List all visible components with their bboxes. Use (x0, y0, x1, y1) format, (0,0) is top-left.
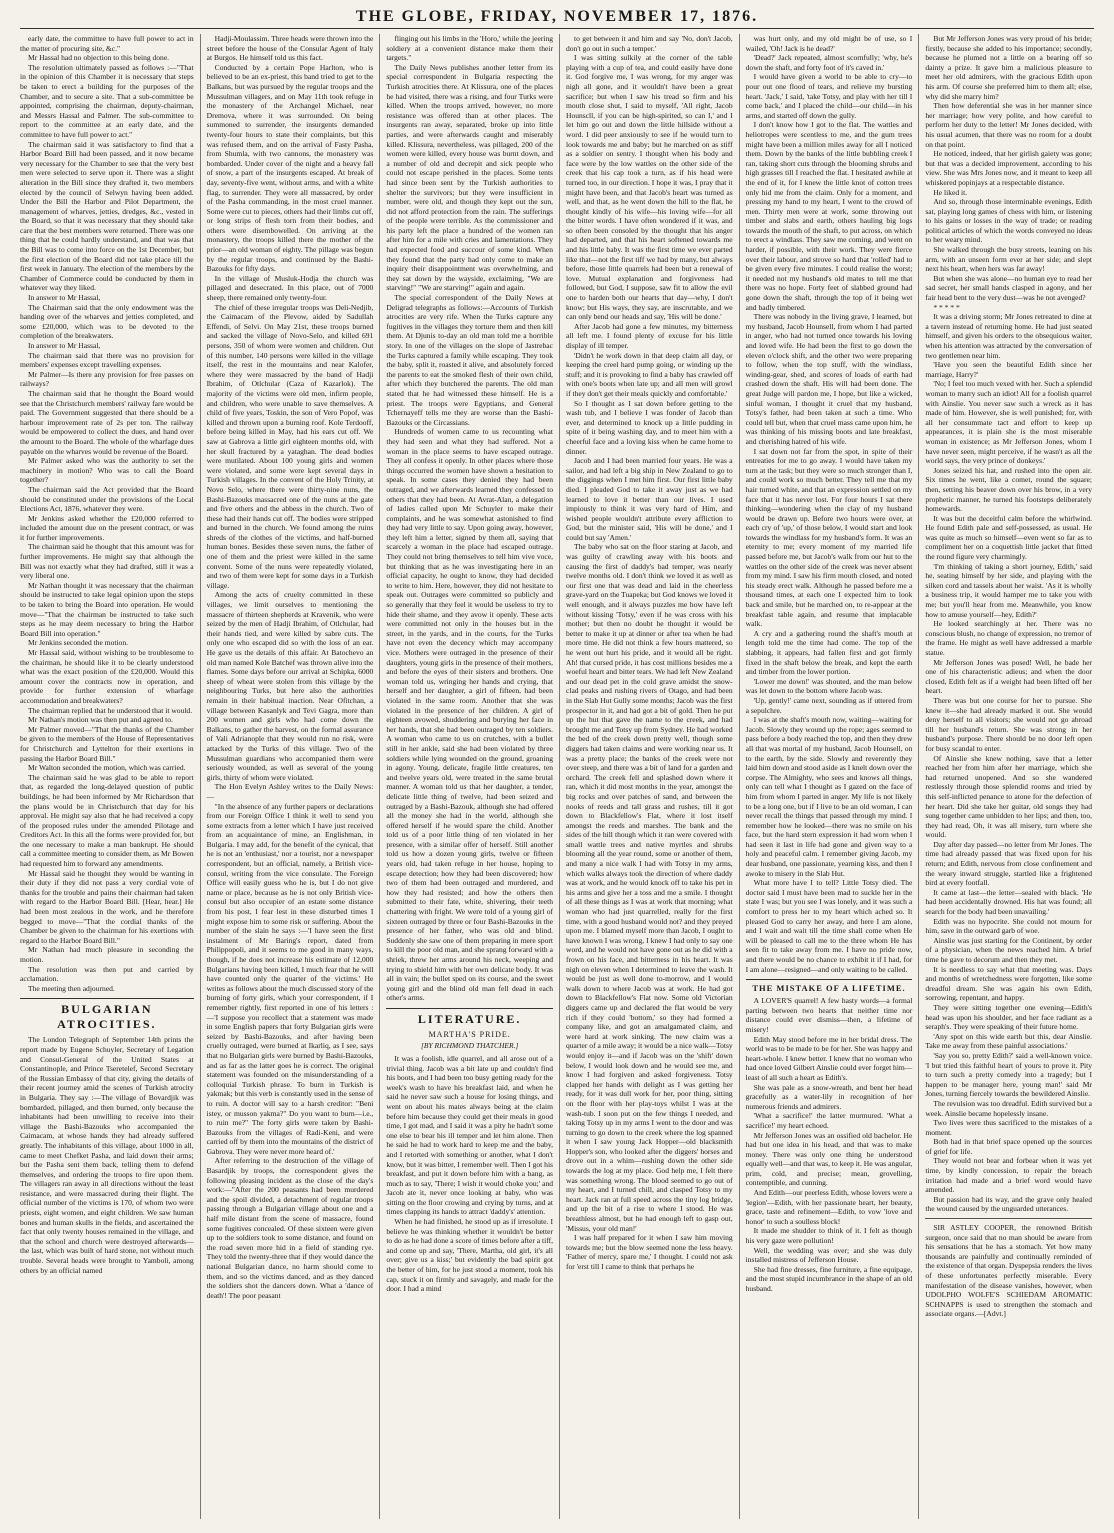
col1-section-paras (20, 1035, 194, 1275)
paragraph: It is needless to say what that meeting was. Days and months of wretchedness were forgotten, like some dreadful dream. She was again his own Edith, sorrowing, repentant, and happy. (925, 964, 1092, 1003)
paragraph: Mr Jefferson Jones was an ossified old bachelor. He had but one idea in his head, and that was to make money. There was only one thing he understood equally well—and that was, to keep it. He was angular, prim, cold, and precise; mean, grovelling, contemptible, and cunning. (745, 1130, 913, 1188)
paragraph: Mr Hassal had no objection to this being done. (28, 53, 170, 63)
paragraph: Mr Nathan thought it was necessary that the chairman should be instructed to take legal opinion upon the steps to be taken to bring the Board into operation. He would move—"That the chairman be instructed to take such steps as he may deem necessary to bring the Harbor Board Bill into operation." (20, 580, 194, 638)
paragraph: Ainslie was just starting for the Continent, by order of a physician, when the news reached him. A brief time he gave to decorum and then they met. (925, 935, 1092, 964)
paragraph: Two lives were thus sacrificed to the mistakes of a moment. (925, 1118, 1092, 1137)
paragraph: The chairman said that he thought the Board would see that the Christchurch members' railway fare would be paid. The Government suggested that there should be a harbour improvement rate of 2s per ton. The railway would be empowered to collect the dues, and hand over the amount to the Board. The whole of the wharfage dues payable on the wharves would be revenue of the Board. (20, 388, 194, 456)
paragraph: Both had in that brief space opened up the sources of grief for life. (925, 1137, 1092, 1156)
paragraph: Mr Palmer moved—"That the thanks of the Chamber be given to the members of the House of Representatives for Christchurch and Lyttelton for their exertions in passing the Harbor Board Bill." (20, 724, 194, 763)
paragraph: The chairman said the Act provided that the Board should be constituted under the provisions of the Local Elections Act, 1876, whatever they were. (20, 484, 194, 514)
paragraph: A LOVER'S quarrel! A few hasty words—a formal parting between two hearts that neither time nor distance could ever dismiss—then, a lifetime of misery! (745, 996, 913, 1034)
col2-paras (207, 34, 374, 1300)
paragraph: The London Telegraph of September 14th prints the report made by Eugene Schuyler, Secretary of Legation and Consul-General of the United States at Constantinople, and Prince Tseretelef, Second Secretary of the Russian Embassy of that city, giving the details of their recent journey amid the scenes of Turkish atrocity in Bulgaria. They say :—The village of Bovardjik was bombarded, pillaged, and then burned, only because the inhabitants had been unwilling to receive into their village the Bashi-Bazouks who accompanied the Caimacam, at whose hands they had already suffered greatly. The inhabitants of this village, about 1000 in all, came to meet Chefket Pasha, and laid down their arms; but the Pasha sent them back, telling them to defend themselves, and ordering the troops to fire upon them. The villagers ran away in all directions without the least resistance, and were massacred during their flight. The official number of the victims is 170, of whom two were priests, eight women, and eight children. We saw human bones and human skulls in the fields, and ascertained the fact that only twenty houses remained in the village, and that the school and church were destroyed afterwards—the last, which was built of hard stone, not without much trouble. Several heads were brought to Yamboli, among others by an official named (20, 1035, 194, 1275)
col3-paras (386, 34, 553, 1003)
paragraph: After Jacob had gone a few minutes, my bitterness all left me. I found plenty of excuse for his little display of ill temper. (566, 321, 733, 350)
paragraph: The resolution ultimately passed as follows :—"That in the opinion of this Chamber it is necessary that steps be taken to erect a building for the purposes of the Chamber, and to secure a site. That a sub-committee be appointed, comprising the chairman, deputy-chairman, and Messrs Hassal and Palmer. The sub-committee to report to the committee at an early date, and the committee to have full power to act." (20, 62, 194, 139)
paragraph: But when she was alone—no human eye to read her sad secret, her small hands clasped in agony, and her fair head bent to the very dust—was he not avenged? (925, 273, 1092, 303)
paragraph: In answer to Mr Hassal, (28, 293, 101, 303)
paragraph: When he had finished, he stood up as if irresolute. I believe he was thinking whether it wouldn't be better to do as he had done a score of times before after a tiff, and come up and say, 'There, Martha, old girl, it's all over; give us a kiss;' but evidently the bad spirit got the better of him, for he just stood a moment, took his cap, stuck it on firmly and savagely, and made for the door. I had a mind (386, 1217, 553, 1294)
paragraph: But Mr Jefferson Jones was very proud of his bride; firstly, because she added to his importance; secondly, because he plumed not a little on a bearing off so dainty a prize. It gave him a malicious pleasure to meet her old admirers, with the gracious Edith upon his arm. Of course she preferred him to them all; else, why did she marry him? (925, 34, 1092, 101)
paragraph: Mr Palmer asked who was the authority to set the machinery in motion? Who was to call the Board together? (20, 456, 194, 485)
paragraph: I sat down not far from the spot, in spite of their entreaties for me to go away. I would have taken my turn at the task; but they were so much stronger than I, and could work so much better. They tell me that my hair turned white, and that an expression settled on my face that it has never lost. For four hours I sat there thinking—wondering when the clay of my husband would be drawn up. Before two hours were over, at each cry of 'up,' of those below, I would start and look towards the windlass for my husband's form. It was an eternity to me; every moment of my married life passed before me, but Jacob's walk from our hut to the wattles on the other side of the creek was never absent from my mind. I saw his firm mouth closed, and noted his steady erect walk. Although he passed before me a thousand times, at each one I expected him to look back and smile, but he marched on, to re-appear at the breakfast table again, and resume that implacable walk. (745, 446, 913, 629)
paragraph: The meeting then adjourned. (28, 983, 115, 993)
paragraph: In answer to Mr Hassal, (28, 341, 101, 350)
column-1 (20, 34, 200, 1519)
divider (925, 1218, 1092, 1219)
paragraph: The chairman said it was satisfactory to find that a Harbor Board Bill had been passed, and it now became very necessary for the Chamber to see that the very best men were selected to serve upon it. There was a slight alteration in the Bill since they drafted it, two members elected by the council of Selwyn having been added. Under the Bill the Harbor and Pilot Department, the management of wharves, jetties, dredges, &c., vested in the Board, so that it was necessary that they should take care that the best members were returned. There was one thing that he could hardly understand, and that was that the Bill was to come into force on the 1st December, but the first election of the Board did not take place till the first week in January. The election of the members by the Chamber of Commerce could be conducted by them in whatever way they liked. (20, 139, 194, 293)
paragraph: And so, through those interminable evenings, Edith sat, playing long games of chess with him, or listening to his gains or losses in the way of trade; or reading political articles of which the words conveyed no ideas to her weary mind. (925, 197, 1092, 245)
paragraph: He looked searchingly at her. There was no conscious blush, no change of expression, no tremor of the frame. He might as well have addressed a marble statue. (925, 619, 1092, 657)
paragraph: 'Say you so, pretty Edith?' said a well-known voice. 'I but tried this faithful heart of yours to prove it. Pity to turn such a pretty comedy into a tragedy; but I happen to be manager here, young man!' said Mr Jones, turning fiercely towards the bewildered Ainslie. (925, 1050, 1092, 1099)
paragraph: Mr Jenkins seconded the motion. (28, 638, 128, 648)
paragraph: Mr Nathan's motion was then put and agreed to. (28, 715, 173, 725)
paragraph: Mr Hassal said he thought they would be wanting in their duty if they did not pass a very cordial vote of thanks for the trouble and pains their chairman had taken with regard to the Harbor Board Bill. [Hear, hear.] He had been most zealous in the work, and he therefore begged to move—"That the cordial thanks of the Chamber be given to the chairman for his exertions with regard to the Harbor Board Bill." (20, 868, 194, 945)
paragraph: 'Lower me down!' was shouted, and the man below was let down to the bottom where Jacob was. (745, 676, 913, 696)
paragraph: It made me shudder to think of it. I felt as though his very gaze were pollution! (745, 1226, 913, 1246)
paragraph: He liked it. (933, 187, 968, 197)
paragraph: 'Didn't he work down in that deep claim all day, or keeping the creel hard pump going, or winding up the stuff; and it is provoking to find a baby has crawled off with one's boots when late up; and all men will growl if they don't get their meals quickly and comfortable.' (566, 350, 733, 398)
paragraph: The special correspondent of the Daily News at Deligrad telegraphs as follows:—Accounts of Turkish atrocities are very rife. When the Turks capture any fugitives in the villages they torture them and then kill them. At Djunis to-day an old man told me a horrible story. In one of the villages on the slope of Jastrebac the Turks captured a family while escaping. They took the baby, split it, roasted it alive, and absolutely forced the parents to eat the smoked flesh of their own child, after which they butchered the parents. The old man stated that he had witnessed these himself. He is a priest. The troops were Egyptians, and General Tchernayeff tells me they are worse than the Bashi-Bazouks or the Circassians. (386, 293, 553, 427)
paragraph: She was pale as a snow-wreath, and bent her head gracefully as a water-lily in recognition of her numerous friends and admirers. (745, 1082, 913, 1111)
paragraph: 'Up, gently!' came next, sounding as if uttered from a sepulchre. (745, 695, 913, 715)
paragraph: 'Any spot on this wide earth but this, dear Ainslie. Take me away from these painful associations.' (925, 1031, 1092, 1051)
paragraph: So I thought as I sat down before getting to the wash tub, and I believe I was fonder of Jacob than ever, and determined to knock up a little pudding in spite of it being washing day, and to meet him with a cheerful face and a loving kiss when he came home to dinner. (566, 398, 733, 456)
paragraph: early date, the committee to have full power to act in the matter of procuring site, &c." (20, 34, 194, 53)
paragraph: flinging out his limbs in the 'Horo,' while the jeering soldiery at a convenient distance make them their targets." (386, 34, 553, 63)
paragraph: In the village of Musluk-Hodja the church was pillaged and desecrated. In this place, out of 7000 sheep, there remained only twenty-four. (206, 273, 374, 303)
column-4 (559, 34, 739, 1519)
paragraph: 'No; I feel too much vexed with her. Such a splendid woman to marry such an idiot! All for a foolish quarrel with Ainslie. You never saw such a wreck as it has made of him. However, she is well punished; for, with all her consummate tact and effort to keep up appearances, it is plain she is the most miserable woman in existence; as Mr Jefferson Jones, whom I have never seen, might perceive, if he wasn't as all the world says, the very prince of donkeys.' (925, 379, 1092, 466)
columns (20, 34, 1098, 1519)
paragraph: It was a driving storm; Mr Jones retreated to dine at a tavern instead of returning home. He had just seated himself, and given his orders to the obsequious waiter, when his attention was attracted by the conversation of two gentlemen near him. (925, 312, 1092, 360)
paragraph: And Edith—our peerless Edith, whose lovers were a 'legion'—Edith, with her passionate heart, her beauty, grace, taste and refinement—Edith, to vow 'love and honor' to such a soulless block! (745, 1188, 913, 1226)
paragraph: Mr Palmer—Is there any provision for free passes on railways? (20, 369, 194, 389)
paragraph: Edith May stood before me in her bridal dress. The world was to be made to be for her. She was happy and heart-whole. I knew better. I knew that no woman who had once loved Gilbert Ainslie could ever forget him—least of all such a heart as Edith's. (745, 1034, 913, 1082)
story-title: MARTHA'S PRIDE. (428, 1029, 511, 1039)
paragraph: The revulsion was too dreadful. Edith survived but a week. Ainslie became hopelessly insane. (925, 1098, 1092, 1118)
paragraph: * * * * * (933, 302, 960, 312)
paragraph: The chief of these irregular troops was Deli-Nedjib, the Caimacam of the Plevow, aided by Sadullah Effendi, of Selvi. On May 21st, these troops burned and sacked the village of Novo-Selo, and killed 691 persons, 350 of whom were women and children. Out of this number, 140 persons were killed in the village itself, the rest in the mountains and near Kalofer, where they were massacred by the band of Hadji Ibrahim, of Otlchular (Caza of Kazarlok). The majority of the victims were old men, infirm people, and children, who were unable to save themselves. A child of five years, Toskin, the son of Vero Popof, was killed and thrown upon a burning roof. Kole Terdooff, before being killed in May, had his ears cut off. We saw at Gabrova a little girl eighteen months old, with her skull fractured by a yataghan. The dead bodies were mutilated. About 100 young girls and women were violated, and some were kept several days in Turkish villages. In the convent of the Holy Trinity, at Novo Selo, where there were thirty-nine nuns, the Bashi-Bazouks massacred one of the nuns at the gate and five others and the abbess in the church. Two of these had their hands cut off. The bodies were stripped and burned in the church. We found among the ruins shreds of the clothes of the victims, and half-burned human bones. Besides these seven nuns, the father of one of them and the priest were killed in the same convent. Some of the nuns were repeatedly violated, and two of them were kept for some days in a Turkish village. (206, 302, 374, 590)
column-2 (200, 34, 380, 1519)
paragraph: There was but one course for her to pursue. She knew it—she had already marked it out. She would deny herself to all visitors; she would not go abroad till her husband's return. She was strong in her husband's purpose. There should be no door left open for busy scandal to enter. (925, 695, 1092, 753)
paragraph: Day after day passed—no letter from Mr Jones. The time had already passed that was fixed upon for his return; and Edith, nervous from close confinement and the weary inward struggle, startled like a frightened bird at every footfall. (925, 839, 1092, 888)
paragraph: She walked through the busy streets, leaning on his arm, with an unseen form ever at her side; and slept next his heart, when hers was far away! (925, 245, 1092, 274)
column-6 (918, 34, 1098, 1519)
paragraph: Mr Nathan had much pleasure in seconding the motion. (20, 945, 194, 964)
paragraph: Mr Jenkins asked whether the £20,000 referred to included the amount due on the present contract, or was it for further improvements. (20, 513, 194, 542)
paragraph: The Daily News publishes another letter from its special correspondent in Bulgaria respecting the Turkish atrocities there. At Klissura, one of the places he had visited, there was a rising, and four Turks were killed. When the troops arrived, however, no more resistance was offered than at other places. The insurgents ran away, separated, broke up into little parties, and were afterwards caught and miserably killed. Klissura, nevertheless, was pillaged, 200 of the women were killed, every house was burnt down, and a number of old and decrepit and sick people who could not escape perished in the places. Some tents had since been sent by the Turkish authorities to shelter the survivors; but they were insufficient in number, were old, and though they kept out the sun, did not afford protection from the rain. The sufferings of the people were terrible. As the commissioner and his party left the place a hundred of the women ran after him for a mile with cries and lamentations. They had expected food and succour of some kind. When they found that the party had only come to make an inquiry their disappointment was overwhelming, and they sat down by the wayside, exclaiming, "We are starving!" "We are starving!" again and again. (386, 62, 553, 293)
paragraph: I would have given a world to be able to cry—to pour out one flood of tears, and relieve my bursting heart. 'Jack,' I said, 'take Totsy, and play with her till I come back,' and I placed the child—our child—in his arms, and started off down the gully. (745, 72, 913, 120)
paragraph: Of Ainslie she knew nothing, save that a letter reached her from him after her marriage, which she had returned unopened. And so she wandered restlessly through those splendid rooms and tried by this self-inflicted penance to atone for the defection of her heart. Did she take her guitar, old songs they had sung together came unbidden to her lips; and then, too, they had read, Oh, it was all misery, turn where she would. (925, 753, 1092, 840)
paragraph: Hundreds of women came to us recounting what they had seen and what they had suffered. Not a woman in the place seems to have escaped outrage. They all confess it openly. In other places where those things occurred the women have shown a hesitation to speak. In some cases they denied they had been outraged, and we afterwards learned they confessed to others that they had been. At Avrat-Alan, a delegation of ladies called upon Mr Schuyler to make their complaints, and he was somewhat astonished to find they had very little to say. Upon going away, however, they left him a letter, signed by them all, saying that scarcely a woman in the place had escaped outrage. They could not bring themselves to tell him vive voce, but thinking that as he was investigating here in an official capacity, he ought to know, they had decided to write to him. Here, however, they did not hesitate to speak out. Outrages were committed so publicly and so generally that they feel it would be useless to try to hide their shame, and they avow it openly. These acts were committed not only in the houses but in the street, in the yards, and in the courts, for the Turks have not even the decency which may accompany vice. Mothers were outraged in the presence of their daughters, young girls in the presence of their mothers, and before the eyes of their sisters and brothers. One woman told us, wringing her hands and crying, that herself and her daughter, a girl of fifteen, had been violated in the same room. Another that she was violated in the presence of her children. A girl of eighteen avowed, shuddering and burying her face in her hands, that she had been outraged by ten soldiers. A woman who came to us on crutches, with a bullet still in her ankle, said she had been violated by three soldiers while lying wounded on the ground, groaning in agony. Young, delicate, fragile little creatures, ten and twelve years old, were treated in the same brutal manner. A woman told us that her daughter, a tender, delicate little thing of twelve, had been seized and outraged by a Bashi-Bazouk, although she had offered all the money she had in the world, although she offered herself if he would spare the child. Another told us of a poor little thing of ten violated in her presence, with a similar offer of herself. Still another told us how a dozen young girls, twelve or fifteen years old, had taken refuge in her house, hoping to escape detection; how they had been discovered; how two of them had been outraged and murdered, and how they had resisted; and how the others then submitted to their fate, white, shivering, their teeth chattering with fright. We were told of a young girl of sixteen outraged by three or four Bashi-Bazouks in the presence of her father, who was old and blind. Suddenly she saw one of them preparing in mere sport to kill the poor old man, and she sprang forward with a shriek, threw her arms around his neck, weeping and trying to shield him with her own delicate body. It was all in vain; the bullet sped on its course, and the sweet young girl and the blind old man fell dead in each other's arms. (386, 427, 553, 1003)
paragraph: Then how deferential she was in her manner since her marriage; how very polite, and how careful to perform her duty to the letter! Mr Jones decided, with his usual acumen, that there was no room for a doubt on that point. (925, 101, 1092, 149)
paragraph: But passion had its way, and the grave only healed the wound caused by the unguarded utterances. (925, 1194, 1092, 1214)
col1-paras (20, 34, 194, 993)
col3-story-paras (386, 1054, 553, 1294)
paragraph: to get between it and him and say 'No, don't Jacob, don't go out in such a temper.' (566, 34, 733, 53)
paragraph: What more have I to tell? Little Totsy died. The doctor said I must have been mad to suckle her in the state I was; but you see I was lonely, and it was such a comfort to press her to my heart which ached so. It pleased God to carry her away, and here I am alone, and I wait and wait till the time shall come when He will be pleased to call me to the three whom He has seen fit to take away from me. I have no pride now, and there would be no chance to exhibit it if I had, for I am alone—resigned—and only waiting to be called. (745, 878, 913, 974)
paragraph: Mr Hassal said, without wishing to be troublesome to the chairman, he should like it to be clearly understood what was the exact position of the £20,000. Would this amount cover the contracts now in operation, and provide for further extension of wharfage accommodation and breakwaters? (20, 648, 194, 705)
col4-paras (566, 34, 733, 1272)
paragraph: I don't know how I got to the flat. The wattles and heliotropes were scentless to me, and the gum trees might have been a million miles away for all I noticed them. Down by the banks of the little bubbling creek I ran, taking short cuts through the blooming shrubs and high grasses till I reached the flat. I hesitated awhile at the end of it, for I knew the little knot of cotton trees only hid me from the claim. Only for a moment, and pressing my hand to my heart, I went to the crowd of men. Thirty men were at work, some throwing out timber and slabs and earth, others hauling big logs towards the mouth of the shaft, to put across, on which to erect a windlass. They saw me coming, and went on harder, if possible, with their work. They were fierce over their labour, and strove so hard that 'rolled' had to be given every five minutes. I could realise the worst; it needed not my husband's old mates to tell me that there was no hope. Forty feet of slabbed ground had gone down the shaft, through the top of it being wet and badly timbered. (745, 120, 913, 312)
paragraph: 'Have you seen the beautiful Edith since her marriage, Harry?' (925, 360, 1092, 379)
paragraph: "In the absence of any further papers or declarations from our Foreign Office I think it well to send you some extracts from a letter which I have just received from an acquaintance of mine, an Englishman, in Bulgaria. I may add, for the benefit of the cynical, that he is not an 'enthusiast,' nor a tourist, nor a newspaper correspondent, but an official, namely, a British vice-consul, writing from the vice consulate. The Foreign Office will easily guess who he is, but I do not give name or place, because as he is not only British vice-consul but also occupier of an estate some distance from his post, I fear lest in these disturbed times I might expose him to some risk or suffering. About the number of the slain he says :—'I have seen the first instalment of Mr Baring's report, dated from Philippopoli, and it seems to me good in many ways, though, if he does not increase his estimate of 12,000 Bulgarians having been killed, I much fear that he will have counted only the quarter of the victims.' He writes as follows about the much discussed story of the burning of forty girls, which your correspondent, if I remember rightly, first reported in one of his letters :—'I suppose you recollect that a statement was made in some English papers that forty Bulgarian girls were seized by Bashi-Bazouks, and after having been cruelly outraged, were burned at Ikarliq, as I see, says that no Bulgarian girls were burned by Bashi-Bazouks, and as far as the latter goes he is correct. The original statement was founded on the misunderstanding of a colloquial Turkish phrase. To burn in Turkish is yakmak; but this verb is constantly used in the sense of to ruin. A doctor will say to a harsh creditor: "Beni istey, or musson yakma?" Do you want to burn—i.e., to ruin me?" The forty girls were taken by Bashi-Bazouks from the villages of Radi-Keni, and were carried off by them into the mountains of the district of Gabrova. They were never more heard of.' (206, 801, 374, 1156)
paragraph: Mr Walton seconded the motion, which was carried. (28, 763, 186, 773)
paragraph: They were sitting together one evening—Edith's head was upon his shoulder, and her face radiant as a seraph's. They were speaking of their future home. (925, 1002, 1092, 1032)
paragraph: They would not bear and forbear when it was yet time, by kindly concession, to repair the breach irritation had made and a brief word would have amended. (925, 1156, 1092, 1195)
paragraph: The Chairman said that the only endowment was the handing over of the wharves and jetties completed, and some £20,000, which was to be devoted to the completion of the breakwaters. (20, 302, 194, 341)
paragraph: I was half prepared for it when I saw him moving towards me; but the blow seemed none the less heavy. 'Father of mercy, spare me,' I thought. I could not ask for 'erst till I came to think that perhaps he (566, 1233, 733, 1271)
masthead (20, 6, 1094, 29)
paragraph: 'What a sacrifice!' the latter murmured. 'What a sacrifice!' my heart echoed. (745, 1111, 913, 1130)
paragraph: A cry and a gathering round the shaft's mouth at length told me the time had come. The top of the slabbing, it appears, had fallen first and got firmly fixed in the shaft below the break, and kept the earth and timber from the lower portion. (745, 628, 913, 677)
col5-paras (746, 34, 913, 974)
paragraph: He noticed, indeed, that her girlish gaiety was gone; but that was a decided improvement, according to his view. She was Mrs Jones now, and it meant to keep all whiskered popinjays at a respectable distance. (925, 149, 1092, 187)
paragraph: The Hon Evelyn Ashley writes to the Daily News:— (206, 782, 374, 801)
masthead-title: THE GLOBE, FRIDAY, NOVEMBER 17, 1876. (355, 8, 759, 25)
column-5 (739, 34, 919, 1519)
paragraph: Hadji-Moulassim. Three heads were thrown into the street before the house of the Consular Agent of Italy at Burgos. He himself told us this fact. (206, 34, 374, 63)
paragraph: I was at the shaft's mouth now, waiting—waiting for Jacob. Slowly they wound up the rope; ages seemed to pass before a body reached the top, and then they drew all that was mortal of my husband, Jacob Hounsell, on to the earth, by the side. Slowly and reverently they laid him down and stood aside as I knelt down over the corpse. The Almighty, who sees and knows all things, only can tell what I thought as I gazed on the face of him from whom I parted in anger. My life is not likely to be a long one, but if I live to be an old woman, I can never recall the things that passed through my mind. I remember how he looked—there was no smile on his face, but the hard stern expression it had worn when I had seen it last in life had gone and given way to a holy and peaceful calm. I remember giving Jacob, my dear husband, one passionate, yearning kiss, and then I awoke to misery in the Slab Hut. (745, 715, 913, 878)
paragraph: It was a foolish, idle quarrel, and all arose out of a trivial thing. Jacob was a bit late up and couldn't find his boots, and I had been too busy getting ready for the week's wash to have his breakfast laid, and when he said he never saw such a house for losing things, and went on about his mates always being at the claim before him because they could get their meals in good time, I got mad, and I said it was a pity he hadn't some one else to bear his ill temper and let him alone. Then he said he had to work hard to keep me and the baby, and I retorted with something or another, what I don't know, but it was bitter, I remember well. Then I got his breakfast, and put it down before him with a bang, as much as to say, 'There; I wish it would choke you;' and Jacob ate it, never once looking at baby, who was sitting on the floor crowing and crying by turns, and at times clapping its hands to attract 'daddy's' attention. (386, 1053, 553, 1217)
col6-paras (925, 34, 1092, 1214)
paragraph: The resolution was then put and carried by acclamation. (20, 964, 194, 984)
paragraph: Well, the wedding was over; and she was duly installed mistress of Jefferson House. (745, 1245, 913, 1265)
paragraph: 'I'm thinking of taking a short journey, Edith,' said he, seating himself by her side, and playing with the silken cord and tassels about her waist. 'As it is wholly a business trip, it would hamper me to take you with me; but you'll hear from me. Meanwhile, you know how to amuse yourself—hey, Edith?' (925, 561, 1092, 619)
story-byline: [BY RICHMOND THATCHER.] (420, 1040, 519, 1050)
paragraph: It was but the deceitful calm before the whirlwind. He found Edith pale and self-possessed, as usual. He was quite as much so himself—even went so far as to compliment her on a coquettish little jacket that fitted the round figure very charmingly. (925, 513, 1092, 562)
paragraph: 'Dead?' Jack repeated, almost scornfully; 'why, he's down the shaft, and forty foot of it's caved in.' (745, 53, 913, 72)
paragraph: There was nobody in the living grave, I learned, but my husband, Jacob Hounsell, from whom I had parted in anger, who had not turned once towards his loving and loved wife. He had been the first to go down the eleven o'clock shift, and the other two were preparing to follow, when the top stuff, with the windlass, winding-gear, shed, and scores of loads of earth had crashed down the shaft. His will had been done. The great Judge will pardon me, I hope, but like a wicked, sinful woman, I thought it cruel that my husband, Totsy's father, had been taken at such a time. Who could tell but, when that cruel mass came upon him, he was thinking of his missing boots and late breakfast, and cherishing hatred of his wife. (745, 312, 913, 446)
paragraph: The baby who sat on the floor staring at Jacob, and was guilty of crawling away with his boots and causing the first of daddy's bad temper, was nearly twelve months old. I don't think we loved it as well as our first one that was dead and laid in the cheerless grave-yard on the Tuapeka; but God knows we loved it well enough, and it always puzzles me how have left without kissing 'Totsy,' even if he was cross with his mother; but then no doubt he thought it would be better to make it up at dinner or after tea when he had more time. He did not think a few hours mattered, so he went out hurt his pride, and it would all be right. Ah! that cursed pride, it has cost millions besides me a woeful heart and bitter tears. We had left New Zealand and our dead pet in the cold grave amidst the snow-clad peaks and rushing rivers of Otago, and had been in the Slab Hut Gully some months; Jacob was the first prospector in it, and had got a bit of gold. Then he put up the hut that gave the name to the creek, and had brought me and Totsy up from Sydney. He had worked the bed of the creek down pretty well, though some diggers had taken claims and were working near us. It was a pretty place; the banks of the creek were not over steep, and there was a bit of land for a garden and orchard. The creek fell and splashed down where it ran, which it did most months in the year, amongst the big rocks and over patches of sand, and between the nooks of reeds and tall grass and rushes, till it got down to Blackfellow's Flat, where it lost itself amongst the reeds and marshes. The bank and the sides of the hill though which it ran were covered with small wattle trees and native myrtles and shrubs blooming all the year round, some or another of them, and many a nice walk I had with Totsy in my arms, which walks always took the direction of where daddy was at work, and he would knock off to take his pet in his arms and give her a toss and me a smile. I thought of all these things as I was at work that morning; what woman who had just quarrelled, really for the first time, with a good husband would not? and they preyed upon me. I blamed myself more than Jacob, I ought to have known I was wrong, I knew I had only to say one word, and he would not have gone out as he did with a frown on his face, and bitterness in his heart. It was nigh on eleven when I determined to leave the wash. It would be just as well done to-morrow, and I would walk down to where Jacob was at work. He had got down to Blackfellow's Flat now. Some old Victorian diggers came up and declared the flat would be very rich if they could 'bottom,' so they had formed a company like, and got an amalgamated claim, and were hard at work sinking. The new claim was a quarter of a mile away; it would be a nice walk—Totsy would enjoy it—and if Jacob was on the 'shift' down below, I would look down and he would see me, and know I had forgiven and asked forgiveness. Totsy clapped her hands with delight as I was getting her ready, for it was dull work for her, poor thing, sitting on the floor with her play-toys whilst I was at the wash-tub. I soon put on the few things I needed, and taking Totsy up in my arms I went to the door and was turning to go down to the creek where the log spanned it when I saw young Jack Hopper—old blacksmith Hopper's son, who looked after the diggers' horses and drove out in a whim—rushing down the other side towards the log at my place. God help me, I felt there was something wrong. The blood seemed to go out of my heart, and I turned chill, and clasped Totsy to my heart. Jack ran at full speed across the tiny log bridge, and up the bit of a rise to where I stood. He was breathless almost, but he had enough left to gasp out, 'Missus, your old man!' (566, 542, 733, 1233)
paragraph: I was sitting sulkily at the corner of the table playing with a cup of tea, and could easily have done it. God forgive me, I was wrong, for my anger was nigh all gone, and it wouldn't have been a great sacrifice; but when I saw his tread so firm and his mouth close shut, I said to myself, 'All right, Jacob Hounscll, if you can be high-spirited, so can I,' and I let him go out and down the little hillside without a word. I did peer anxiously to see if he would turn to look towards me and baby; but he marched on as stiff as a soldier on sentry. I thought when his body and face were by the low wattles on the other side of the creek that his cap took a turn, as if his head were turned too, in our direction. I hope it was, I pray that it might have been, and that Jacob's heart was turned as well, and that, as he went down the hill to the flat, he thought kindly of his wife—his loving wife—for all the bitter words. I have often wondered if it was, and so often been consoled by the thought that his anger had departed, and that his heart softened towards me and his little baby. It was the first time we ever parted like that—not the first tiff we had by many, but always before, those little quarrels had been but a renewal of love. Mutual explanation and forgiveness had followed, but God, I suppose, saw fit to allow the evil one to harden both our hearts that day—why, I don't know; but His ways, they say, are inscrutable, and we can only bend our heads and say, 'His will be done.' (566, 53, 733, 322)
col5-mistake-paras (746, 996, 913, 1293)
section-title-bulgarian-atrocities: BULGARIAN ATROCITIES. (20, 998, 194, 1032)
paragraph: The chairman said he was glad to be able to report that, as regarded the long-delayed question of public buildings, he had been informed by Mr Richardson that the plans would be in Christchurch that day for his approval. He might say also that he had received a copy of the proposed rules under the amended Pilotage and Creditors Act. In this all the forms were provided for, but the one necessary to make a man bankrupt. He should call a committee meeting to consider them, as Mr Bowen had requested him to forward any amendments. (20, 772, 194, 869)
paragraph: Conducted by a certain Pope Harlton, who is believed to be an ex-priest, this band tried to get to the Balkans, but was pursued by the regular troops and the Mussulman villagers, and on May 11th took refuge in the monastery of the Archangel Michael, near Dremova, where it was surrounded. On being summoned to surrender, the insurgents demanded twenty-four hours to state their complaints, but this was refused them, and on the arrival of Fasty Pasha, from Shumla, with two cannons, the monastery was bombarded. Under cover of the night and a heavy fall of snow, a part of the insurgents escaped. At break of day, seventy-five went, without arms, and with a white flag, to surrender. They were all massacred, by order of the Pasha commanding, in the most cruel manner. Some were cut to pieces, others had their limbs cut off, or long strips of flesh torn from their bodies, and others were disembowelled. On arriving at the monastery, the troops killed there the mother of the prior—an old woman of eighty. The pillage was begun by the regular troops, and continued by the Bashi-Bazouks for fifty days. (206, 62, 374, 274)
paragraph: Edith was no hypocrite. She could not mourn for him, save in the outward garb of woe. (925, 916, 1092, 936)
paragraph: Among the acts of cruelty committed in these villages, we limit ourselves to mentioning the massacre of thirteen shepherds at Kravenik, who were seized by the men of Hadji Ibrahim, of Otlchular, had their hands tied, and were killed by sabre cuts. The only one who escaped did so with the loss of an ear. He gave us the details of this affair. At Batochevo an old man named Kole Batchef was thrown alive into the flames. Some days before our arrival at Schipka, 6000 sheep of wheat were stolen from this village by the neighbouring Turks, but here also the authorities remain in their habitual inaction. Near Ofitchan, a village between Kasanlyk and Tevi Gagra, more than 200 women and girls who had come down the Balkans, to gather the harvest, on the formal assurance of Vali Adrianople that they would run no risk, were attacked by the Turks of this village. Two of the Mussulman guardians who accompanied them were seriously wounded, as well as several of the young girls, thirty of whom were violated. (206, 590, 374, 782)
paragraph: Jones seized his hat, and rushed into the open air. Six times he went, like a comet, round the square; then, setting his beaver down over his brow, in a very prophetic manner, he turned his footsteps deliberately homewards. (925, 465, 1092, 514)
paragraph: Jacob and I had been married four years. He was a sailor, and had left a big ship in New Zealand to go to the diggings when I met him first. Our first little baby died. I pleaded God to take it away just as we had learned to love it better than our lives. I used impiously to think it was very hard of Him, and wished people wouldn't attribute every affliction to God, but the minister said, 'His will be done,' and I could but say 'Amen.' (566, 456, 733, 542)
paragraph: She had fine dresses, fine furniture, a fine equipage, and the most stupid incumbrance in the shape of an old husband. (745, 1264, 913, 1293)
paragraph: was hurt only, and my old might be of use, so I wailed, 'Oh! Jack is he dead?' (745, 34, 913, 53)
paragraph: Mr Jefferson Jones was posed! Well, he bade her one of his characteristic adieus; and when the door closed, Edith felt as if a weight had been lifted off her heart. (925, 657, 1092, 696)
section-title-mistake: THE MISTAKE OF A LIFETIME. (746, 979, 913, 993)
advertisement: SIR ASTLEY COOPER, the renowned British surgeon, once said that no man should be aware from his sensations that he has a stomach. Yet how many thousands are painfully and continually reminded of the existence of that organ. Dyspepsia renders the lives of these unfortunates perfectly miserable. Every manifestation of the disease vanishes, however, when UDOLPHO WOLFE'S SCHIEDAM AROMATIC SCHNAPPS is used to strengthen the stomach and associate organs.—[Advt.] (925, 1223, 1092, 1319)
paragraph: The chairman said that there was no provision for members' expenses except travelling expenses. (20, 350, 194, 370)
paragraph: The chairman replied that he understood that it would. (28, 705, 193, 715)
column-3 (379, 34, 559, 1519)
paragraph: The chairman said he thought that this amount was for further improvements. He might say that although the Bill was not exactly what they had drafted, still it was a very liberal one. (20, 542, 194, 581)
paragraph: After referring to the destruction of the village of Basardjik by troops, the correspondent gives the following pleasing incident as the close of the day's work:—"After the 200 peasants had been murdered and the spoil divided, a detachment of regular troops passing through a Bulgarian village about one and a half mile distant from the scene of massacre, found some fugitives concealed. Of these sixteen were given up to the soldiers took to some distance, and found on the road seven more hid in a field of standing rye. They told the twenty-three that if they would dance the national Bulgarian dance, no harm should come to them, and so the victims danced, and as they danced the soldiers shot the dancers down. What a 'dance of death'! The poor peasant (206, 1156, 374, 1300)
paragraph: It came at last—the letter—sealed with black. 'He had been accidentally drowned. His hat was found; all search for the body had been unavailing.' (925, 887, 1092, 917)
section-title-literature: LITERATURE. (386, 1008, 553, 1027)
